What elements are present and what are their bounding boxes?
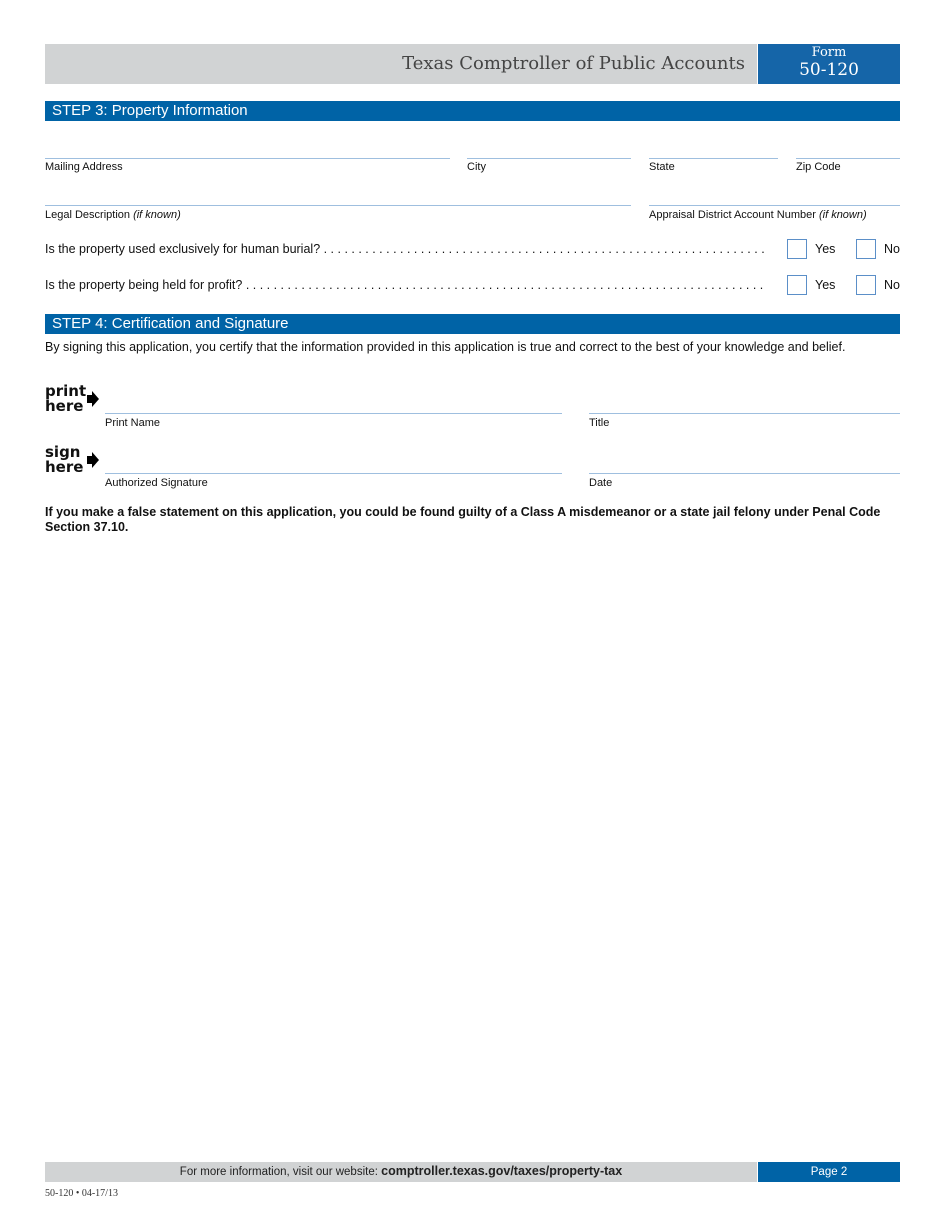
print-here-tag [45,384,86,414]
burial-question: Is the property used exclusively for human burial? . . . [45,242,765,256]
website-link[interactable]: comptroller.texas.gov/taxes/property-tax [381,1164,623,1178]
city-label: City [467,161,486,173]
profit-no-checkbox[interactable] [856,275,876,295]
account-number-field[interactable] [649,205,900,206]
form-number: 50-120 [799,60,859,80]
zip-code-label: Zip Code [796,161,841,173]
profit-yes-checkbox[interactable] [787,275,807,295]
header-bar [45,44,757,84]
burial-no-checkbox[interactable] [856,239,876,259]
burial-yes-label: Yes [815,242,836,256]
title-field[interactable] [589,413,900,414]
state-label: State [649,161,675,173]
title-label: Title [589,417,610,429]
signature-field[interactable] [105,473,562,474]
profit-question: Is the property being held for profit? . . . [45,278,765,292]
burial-yes-checkbox[interactable] [787,239,807,259]
form-revision: 50-120 • 04-17/13 [45,1188,118,1199]
page-number: Page 2 [758,1162,900,1182]
zip-code-field[interactable] [796,158,900,159]
print-tag-line2: here [45,397,84,415]
mailing-address-label: Mailing Address [45,161,123,173]
signature-label: Authorized Signature [105,477,208,489]
profit-yes-label: Yes [815,278,836,292]
footer-info [45,1164,757,1178]
footer-bar [45,1162,757,1182]
certification-text: By signing this application, you certify that the information provided in this application is true and correct to the best of your knowledge and belief. [45,340,846,354]
sign-here-tag [45,445,83,475]
print-tag-line1: print [45,382,87,400]
print-name-field[interactable] [105,413,562,414]
step3-heading: STEP 3: Property Information [45,101,900,121]
step4-heading: STEP 4: Certification and Signature [45,314,900,334]
arrow-right-icon [87,452,99,468]
mailing-address-field[interactable] [45,158,450,159]
form-label: Form [811,45,847,60]
penalty-warning: If you make a false statement on this application, you could be found guilty of a Class A misdemeanor or a state jail felony under Penal Code Section 37.10. [45,505,881,534]
profit-no-label: No [884,278,900,292]
agency-name: Texas Comptroller of Public Accounts [402,53,745,74]
date-label: Date [589,477,613,489]
state-field[interactable] [649,158,778,159]
form-number-box [758,44,900,84]
print-name-label: Print Name [105,417,161,429]
arrow-right-icon [87,391,99,407]
account-number-label: Appraisal District Account Number (if known) [649,209,867,221]
legal-description-label: Legal Description (if known) [45,209,181,221]
burial-no-label: No [884,242,900,256]
sign-tag-line2: here [45,458,84,476]
sign-tag-line1: sign [45,443,81,461]
footer-info-prefix: For more information, visit our website: [179,1166,378,1178]
date-field[interactable] [589,473,900,474]
city-field[interactable] [467,158,631,159]
legal-description-field[interactable] [45,205,631,206]
